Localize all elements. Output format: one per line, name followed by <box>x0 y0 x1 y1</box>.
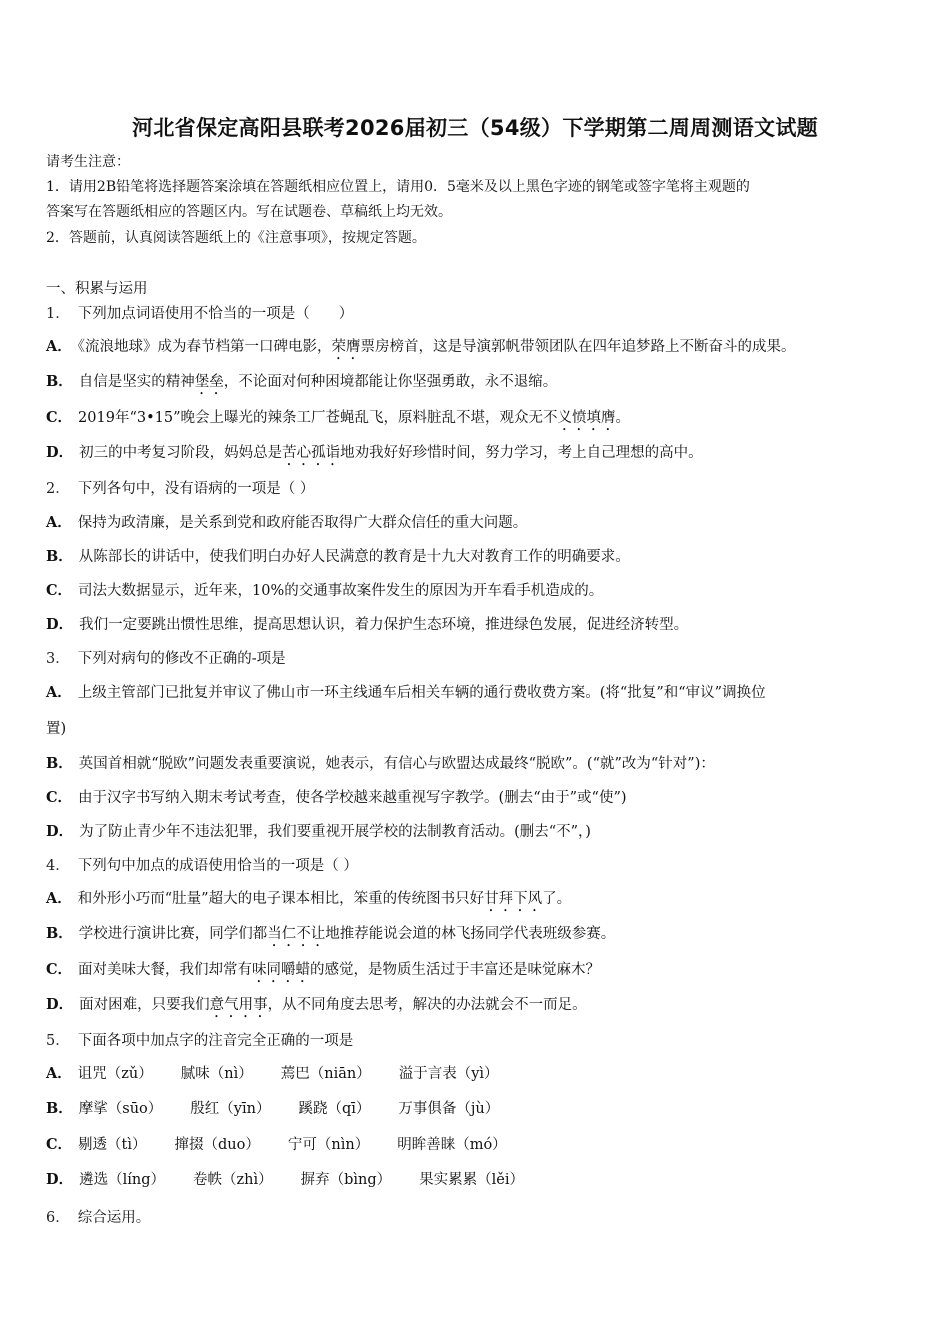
option-text: 面对困难，只要我们 <box>79 997 210 1013</box>
option-text: 由于汉字书写纳入期末考试考查，使各学校越来越重视写字教学。(删去“由于”或“使”) <box>78 790 627 806</box>
option-text: 。 <box>615 410 631 426</box>
question-6-stem <box>46 1206 150 1227</box>
question-number: 6． <box>46 1210 70 1226</box>
question-2-option-a <box>46 511 527 532</box>
question-4-option-c <box>46 958 600 986</box>
option-text: ，从不同角度去思考，解决的办法就会不一而足。 <box>267 997 587 1013</box>
question-3-option-c <box>46 786 627 807</box>
option-text: 为了防止青少年不违法犯罪，我们要重视开展学校的法制教育活动。(删去“不”，) <box>79 824 591 840</box>
option-text: 司法大数据显示，近年来，10%的交通事故案件发生的原因为开车看手机造成的。 <box>78 583 604 599</box>
option-letter: A． <box>46 890 72 907</box>
notice-block <box>46 152 906 172</box>
option-text: 了。 <box>542 891 572 907</box>
option-letter: B． <box>46 373 73 390</box>
pinyin-item: 明眸善睐（mó） <box>397 1137 507 1153</box>
question-3-option-a <box>46 681 766 702</box>
question-1-option-d <box>46 441 703 469</box>
pinyin-item: 剔透（tì） <box>78 1137 147 1153</box>
question-3-stem <box>46 647 286 668</box>
option-letter: A． <box>46 338 72 355</box>
option-letter: D． <box>46 444 74 461</box>
notice-heading: 请考生注意： <box>46 154 130 170</box>
question-text: 下列加点词语使用不恰当的一项是（ ） <box>77 306 354 322</box>
option-letter: B． <box>46 1100 73 1117</box>
option-text: 从陈部长的讲话中，使我们明白办好人民满意的教育是十九大对教育工作的明确要求。 <box>78 549 630 565</box>
question-2-option-b <box>46 545 630 566</box>
question-1-stem <box>46 302 353 323</box>
notice-item-1-line-2: 答案写在答题纸相应的答题区内。写在试题卷、草稿纸上均无效。 <box>46 204 452 220</box>
page-title: 河北省保定高阳县联考2026届初三（54级）下学期第二周周测语文试题 <box>132 116 818 140</box>
pinyin-item: 诅咒（zǔ） <box>77 1066 153 1082</box>
question-5-option-b <box>46 1097 527 1118</box>
question-number: 2． <box>46 481 70 497</box>
option-text: 的感觉，是物质生活过于丰富还是味觉麻木？ <box>310 962 601 978</box>
option-letter: B． <box>46 755 73 772</box>
option-letter: A． <box>46 514 72 531</box>
question-5-stem <box>46 1029 353 1050</box>
question-text: 下列各句中，没有语病的一项是（ ） <box>77 481 315 497</box>
question-text: 下列对病句的修改不正确的-项是 <box>77 651 286 667</box>
option-letter: D． <box>46 616 74 633</box>
question-text: 综合运用。 <box>77 1210 151 1226</box>
dotted-word: 义愤填膺 <box>557 410 616 426</box>
option-text: 2019年“3•15”晚会上曝光的辣条工厂苍蝇乱飞，原料脏乱不堪，观众无不 <box>78 410 558 426</box>
pinyin-item: 溢于言表（yì） <box>398 1066 499 1082</box>
question-2-option-d <box>46 613 688 634</box>
option-text: 初三的中考复习阶段，妈妈总是 <box>79 445 283 461</box>
question-2-option-c <box>46 579 603 600</box>
option-letter: D． <box>46 996 74 1013</box>
question-number: 3． <box>46 651 70 667</box>
dotted-word: 荣膺 <box>331 339 361 355</box>
pinyin-item: 腻味（nì） <box>180 1066 253 1082</box>
option-letter: C． <box>46 789 73 806</box>
question-3-option-d <box>46 820 591 841</box>
pinyin-item: 蔫巴（niān） <box>280 1066 371 1082</box>
dotted-word: 意气用事 <box>209 997 268 1013</box>
option-text: 自信是坚实的精神 <box>78 374 195 390</box>
question-3-option-a-continued: 置) <box>46 721 67 737</box>
question-2-stem <box>46 477 314 498</box>
option-text: 学校进行演讲比赛，同学们都 <box>78 926 268 942</box>
question-4-stem <box>46 854 358 875</box>
option-text: 我们一定要跳出惯性思维，提高思想认识，着力保护生态环境，推进绿色发展，促进经济转型。 <box>79 617 689 633</box>
option-letter: A． <box>46 684 72 701</box>
pinyin-item: 卷帙（zhì） <box>192 1172 273 1188</box>
question-text: 下列句中加点的成语使用恰当的一项是（ ） <box>77 858 358 874</box>
question-number: 5． <box>46 1033 70 1049</box>
question-number: 4． <box>46 858 70 874</box>
notice-item-1-line-1: 1．请用2B铅笔将选择题答案涂填在答题纸相应位置上，请用0．5毫米及以上黑色字迹的钢笔或签字笔将主观题的 <box>46 179 750 195</box>
option-letter: C． <box>46 582 73 599</box>
option-text: 英国首相就“脱欧”问题发表重要演说，她表示，有信心与欧盟达成最终“脱欧”。(“就”改为“针对”)： <box>78 756 715 772</box>
question-1-option-b <box>46 370 557 398</box>
option-letter: C． <box>46 961 73 978</box>
question-4-option-b <box>46 922 615 950</box>
option-text: 保持为政清廉，是关系到党和政府能否取得广大群众信任的重大问题。 <box>77 515 528 531</box>
option-letter: D． <box>46 1171 74 1188</box>
question-5-option-d <box>46 1168 552 1189</box>
pinyin-item: 殷红（yīn） <box>190 1101 271 1117</box>
pinyin-item: 摒弃（bìng） <box>300 1172 392 1188</box>
option-text: 《流浪地球》成为春节档第一口碑电影， <box>77 339 332 355</box>
option-text: ，不论面对何种困境都能让你坚强勇敢，永不退缩。 <box>223 374 558 390</box>
pinyin-item: 蹊跷（qī） <box>298 1101 371 1117</box>
option-letter: A． <box>46 1065 72 1082</box>
question-text: 下面各项中加点字的注音完全正确的一项是 <box>77 1033 354 1049</box>
pinyin-item: 遴选（líng） <box>79 1172 165 1188</box>
question-5-option-a <box>46 1062 527 1083</box>
option-letter: B． <box>46 925 73 942</box>
option-letter: B． <box>46 548 73 565</box>
pinyin-item: 果实累累（lěi） <box>419 1172 525 1188</box>
option-text: 地劝我好好珍惜时间，努力学习，考上自己理想的高中。 <box>340 445 703 461</box>
dotted-word: 味同嚼蜡 <box>252 962 311 978</box>
question-4-option-d <box>46 993 587 1021</box>
dotted-word: 甘拜下风 <box>484 891 543 907</box>
option-letter: C． <box>46 1136 73 1153</box>
dotted-word: 当仁不让 <box>267 926 326 942</box>
pinyin-item: 撺掇（duo） <box>174 1137 260 1153</box>
option-letter: C． <box>46 409 73 426</box>
pinyin-item: 万事俱备（jù） <box>398 1101 500 1117</box>
section-heading: 一、积累与运用 <box>46 281 148 297</box>
notice-item-2: 2．答题前，认真阅读答题纸上的《注意事项》，按规定答题。 <box>46 230 426 246</box>
pinyin-item: 摩挲（sūo） <box>78 1101 163 1117</box>
question-1-option-a <box>46 335 796 363</box>
question-1-option-c <box>46 406 630 434</box>
question-number: 1． <box>46 306 70 322</box>
dotted-word: 苦心孤诣 <box>282 445 341 461</box>
option-text: 上级主管部门已批复并审议了佛山市一环主线通车后相关车辆的通行费收费方案。(将“批复”和“审议”调换位 <box>77 685 766 701</box>
option-text: 票房榜首，这是导演郭帆带领团队在四年追梦路上不断奋斗的成果。 <box>360 339 796 355</box>
question-5-option-c <box>46 1133 535 1154</box>
option-text: 和外形小巧而“肚量”超大的电子课本相比，笨重的传统图书只好 <box>77 891 485 907</box>
option-letter: D． <box>46 823 74 840</box>
pinyin-item: 宁可（nìn） <box>287 1137 370 1153</box>
option-text: 面对美味大餐，我们却常有 <box>78 962 253 978</box>
question-4-option-a <box>46 887 571 915</box>
dotted-word: 堡垒 <box>194 374 224 390</box>
option-text: 地推荐能说会道的林飞扬同学代表班级参赛。 <box>325 926 616 942</box>
question-3-option-b <box>46 752 715 773</box>
